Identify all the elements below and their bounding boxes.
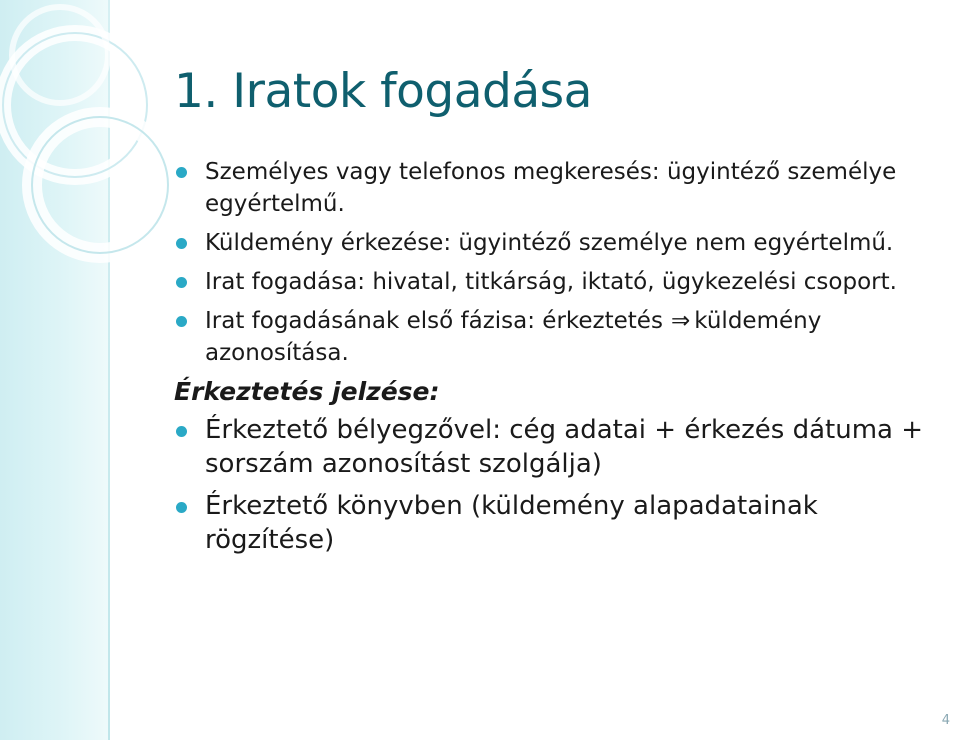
list-item-text: Irat fogadása: hivatal, titkárság, iktató, ügykezelési csoport. bbox=[205, 269, 897, 295]
bullet-dot-icon bbox=[176, 316, 187, 327]
bullet-list bbox=[174, 156, 944, 369]
list-item-text-before-arrow: Irat fogadásának első fázisa: érkeztetés bbox=[205, 308, 663, 334]
list-item bbox=[174, 266, 944, 298]
list-item bbox=[174, 413, 944, 481]
implies-arrow-icon: ⇒ bbox=[670, 308, 691, 334]
list-item-text: Érkeztető könyvben (küldemény alapadatainak rögzítése) bbox=[205, 491, 818, 555]
bullet-dot-icon bbox=[176, 167, 187, 178]
slide-content bbox=[174, 156, 944, 557]
list-item-text: Személyes vagy telefonos megkeresés: ügyintéző személye egyértelmű. bbox=[205, 159, 897, 217]
list-item-text: Érkeztető bélyegzővel: cég adatai + érkezés dátuma + sorszám azonosítást szolgálja) bbox=[205, 415, 924, 479]
bullet-dot-icon bbox=[176, 277, 187, 288]
list-item bbox=[174, 227, 944, 259]
bullet-dot-icon bbox=[176, 502, 187, 513]
list-item bbox=[174, 156, 944, 220]
page-number: 4 bbox=[941, 713, 950, 728]
list-item-text: Küldemény érkezése: ügyintéző személye nem egyértelmű. bbox=[205, 230, 894, 256]
bullet-dot-icon bbox=[176, 426, 187, 437]
bullet-dot-icon bbox=[176, 238, 187, 249]
section-heading: Érkeztetés jelzése: bbox=[174, 377, 440, 406]
sub-bullet-list bbox=[174, 413, 944, 557]
list-item bbox=[174, 489, 944, 557]
slide-title: 1. Iratok fogadása bbox=[174, 64, 592, 119]
decorative-circles-graphic bbox=[0, 0, 170, 300]
list-item-text-after-arrow: küldemény azonosítása. bbox=[205, 308, 822, 366]
list-item bbox=[174, 305, 944, 369]
